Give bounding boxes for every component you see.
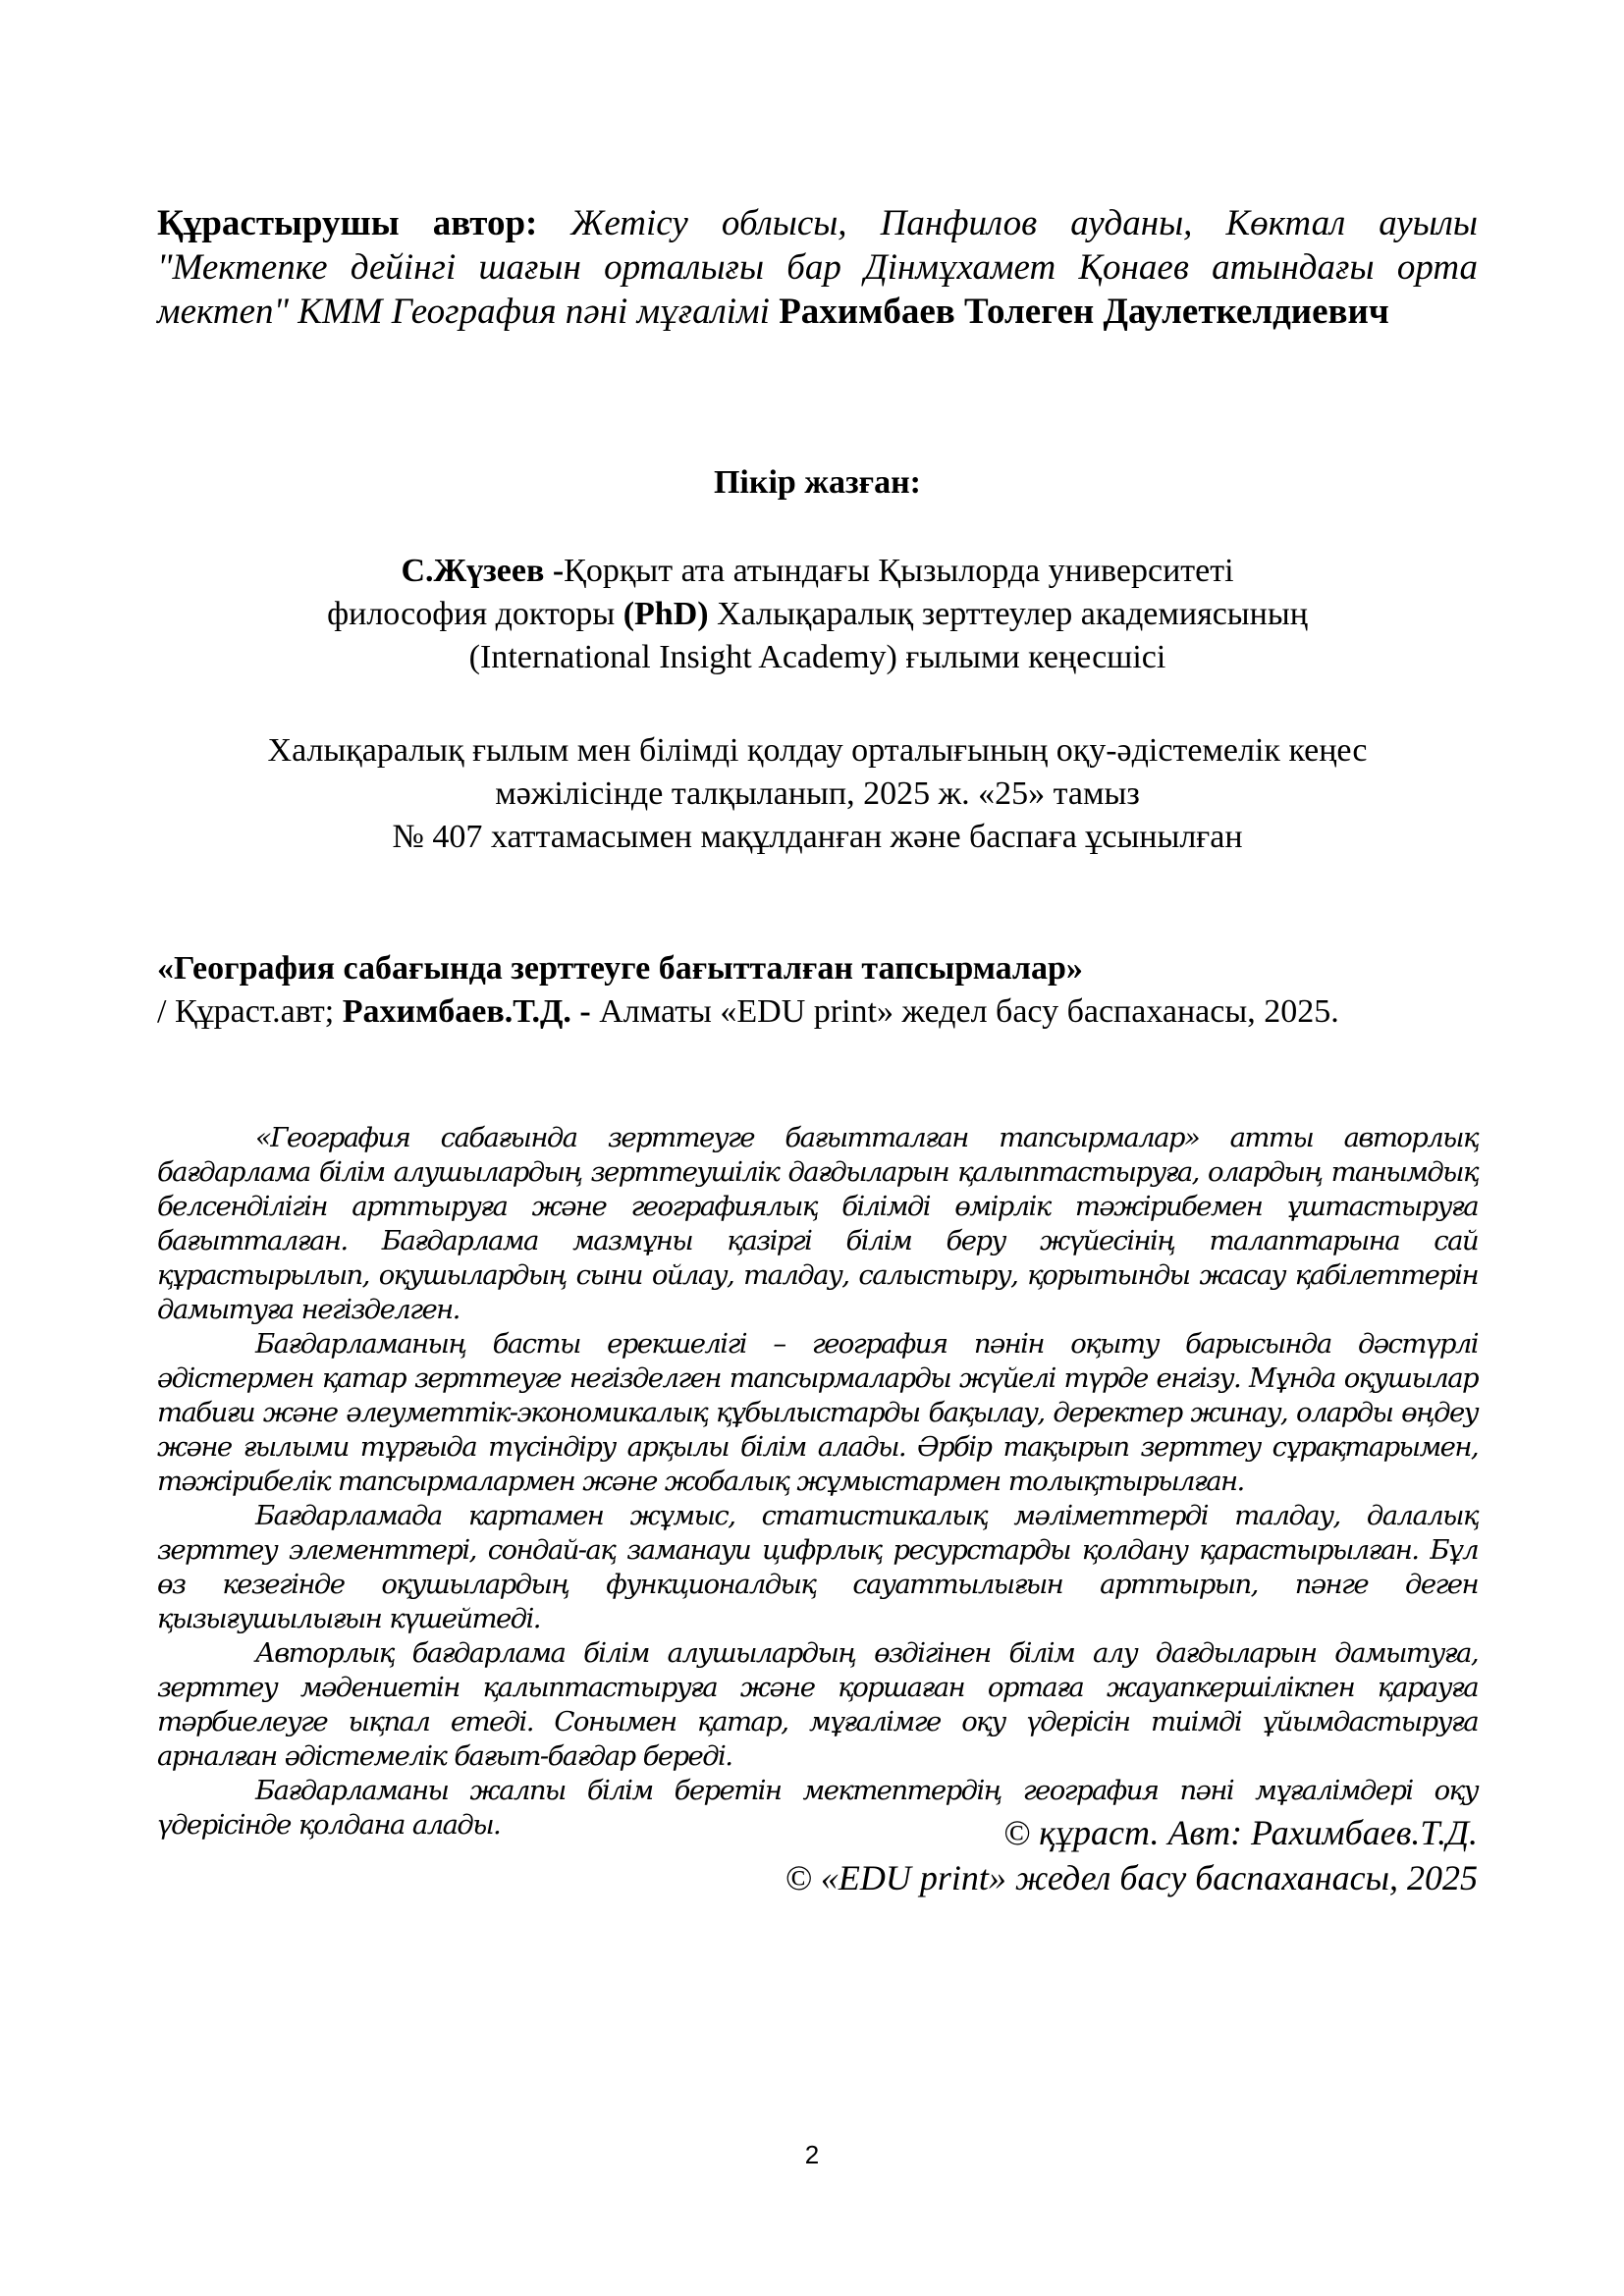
compiler-prefix: / Құраст.авт;: [157, 993, 343, 1030]
publisher-info: Алматы «EDU print» жедел басу баспаханасы, 2025.: [590, 993, 1339, 1030]
book-title: «География сабағында зерттеуге бағытталған тапсырмалар»: [157, 950, 1083, 987]
reviewer-line-2: [157, 593, 1478, 636]
reviewer-line-3: (International Insight Academy) ғылыми кеңесшісі: [468, 639, 1166, 675]
reviewer-line-1: [157, 550, 1478, 593]
annotation: [157, 1121, 1478, 1842]
copyright-author: © құраст. Авт: Рахимбаев.Т.Д.: [1002, 1813, 1478, 1852]
annotation-paragraph: Авторлық бағдарлама білім алушылардың өздігінен білім алу дағдыларын дамытуға, зерттеу мәдениетін қалыптастыруға және қоршаған ортаға жауапкершілікпен қарауға тәрбиелеуге ықпал етеді. Сонымен қатар, мұғалімге оқу үдерісін тиімді ұйымдастыруға арналған әдістемелік бағыт-бағдар береді.: [157, 1637, 1478, 1772]
reviewer-degree-abbr: (PhD): [623, 596, 709, 632]
reviewer-academy: Халықаралық зерттеулер академиясының: [708, 596, 1308, 632]
annotation-paragraph: Бағдарламада картамен жұмыс, статистикалық мәліметтерді талдау, далалық зерттеу элементтері, сондай-ақ заманауи цифрлық ресурстарды қолдану қарастырылған. Бұл өз кезегінде оқушылардың функционалдық сауаттылығын арттырып, пәнге деген қызығушылығын күшейтеді.: [157, 1500, 1478, 1634]
copyright-publisher: © «EDU print» жедел басу баспаханасы, 2025: [785, 1858, 1478, 1897]
reviewer-name: С.Жүзеев -: [401, 553, 565, 589]
reviewer-block: [157, 550, 1478, 679]
annotation-paragraph: Бағдарламаны жалпы білім беретін мектептердің география пәні мұғалімдері оқу үдерісінде қолдана алады.: [157, 1775, 1478, 1841]
approval-line-3: № 407 хаттамасымен мақұлданған және баспаға ұсынылған: [392, 819, 1243, 855]
compiler-name: Рахимбаев.Т.Д. -: [342, 993, 591, 1030]
annotation-paragraph: Бағдарламаның басты ерекшелігі – география пәнін оқыту барысында дәстүрлі әдістермен қатар зерттеуге негізделген тапсырмаларды жүйелі түрде енгізу. Мұнда оқушылар табиғи және әлеуметтік-экономикалық құбылыстарды бақылау, деректер жинау, оларды өңдеу және ғылыми тұрғыда түсіндіру арқылы білім алады. Әрбір тақырып зерттеу сұрақтарымен, тәжірибелік тапсырмалармен және жобалық жұмыстармен толықтырылған.: [157, 1328, 1478, 1497]
page-number: 2: [804, 2140, 820, 2169]
approval-line-2: мәжілісінде талқыланып, 2025 ж. «25» тамыз: [495, 775, 1140, 812]
author-affiliation: Жетісу облысы, Панфилов ауданы, Көктал ауылы "Мектепке дейінгі шағын орталығы бар Дінмұхамет Қонаев атындағы орта мектеп" КММ География пәні мұғалімі: [157, 203, 1478, 332]
author-block: [157, 201, 1478, 334]
copyright-block: [157, 1810, 1478, 1900]
reviewer-heading: Пікір жазған:: [713, 464, 921, 501]
reviewer-degree: философия докторы: [327, 596, 623, 632]
approval-line-1: Халықаралық ғылым мен білімді қолдау орталығының оқу-әдістемелік кеңес: [267, 732, 1368, 769]
bibliographic-description: [157, 990, 1478, 1034]
reviewer-affiliation: Қорқыт ата атындағы Қызылорда университеті: [564, 553, 1234, 589]
approval-block: [157, 729, 1478, 859]
bibliographic-record: [157, 947, 1478, 1034]
annotation-paragraph: «География сабағында зерттеуге бағытталған тапсырмалар» атты авторлық бағдарлама білім алушылардың зерттеушілік дағдыларын қалыптастыруға, олардың танымдық белсенділігін арттыруға және географиялық білімді өмірлік тәжірибемен ұштастыруға бағытталған. Бағдарлама мазмұны қазіргі білім беру жүйесінің талаптарына сай құрастырылып, оқушылардың сыни ойлау, талдау, салыстыру, қорытынды жасау қабілеттерін дамытуға негізделген.: [157, 1122, 1478, 1325]
author-label: Құрастырушы автор:: [157, 203, 538, 243]
author-name: Рахимбаев Толеген Даулеткелдиевич: [779, 292, 1389, 332]
